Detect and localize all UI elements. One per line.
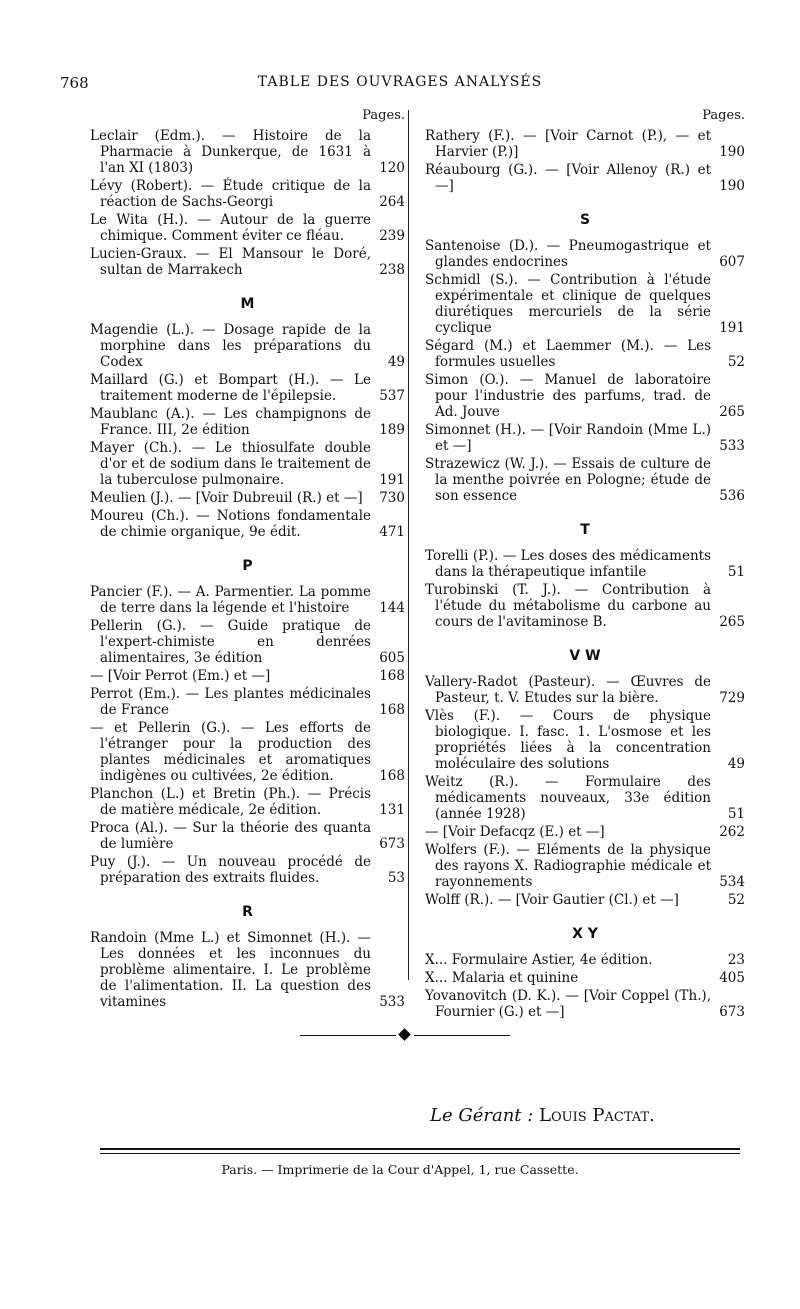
entry-page-number: 168 (379, 768, 405, 784)
entry-text: Santenoise (D.). — Pneumogastrique et glandes endocrines (425, 238, 711, 270)
index-entry (90, 246, 405, 278)
index-entry (90, 212, 405, 244)
entry-page-number: 533 (719, 438, 745, 454)
index-entry (90, 786, 405, 818)
index-entry (425, 272, 745, 336)
index-entry (90, 372, 405, 404)
index-column-left (90, 108, 405, 1012)
printer-imprint: Paris. — Imprimerie de la Cour d'Appel, 1, rue Cassette. (221, 1162, 579, 1177)
gerant-name: Louis Pactat. (539, 1105, 655, 1126)
entry-page-number: 605 (379, 650, 405, 666)
section-letter-heading: S (579, 212, 591, 228)
entry-page-number: 730 (379, 490, 405, 506)
entry-page-number: 191 (379, 472, 405, 488)
index-entry (425, 238, 745, 270)
entry-page-number: 51 (727, 806, 745, 822)
entry-text: Pellerin (G.). — Guide pratique de l'expert-chimiste en denrées alimentaires, 3e édition (90, 618, 371, 666)
index-entry (90, 508, 405, 540)
entry-text: Planchon (L.) et Bretin (Ph.). — Précis de matière médicale, 2e édition. (90, 786, 371, 818)
section-letter-heading: V W (569, 648, 601, 664)
ornamental-rule (300, 1030, 510, 1042)
running-title: TABLE DES OUVRAGES ANALYSÉS (257, 74, 543, 90)
entry-text: Meulien (J.). — [Voir Dubreuil (R.) et —] (90, 490, 363, 506)
entry-text: Randoin (Mme L.) et Simonnet (H.). — Les données et les inconnues du problème alimentaire. I. Le problème de l'alimentation. II. La question des vitamines (90, 930, 371, 1010)
entry-text: Simon (O.). — Manuel de laboratoire pour l'industrie des parfums, trad. de Ad. Jouve (425, 372, 711, 420)
entry-text: Magendie (L.). — Dosage rapide de la morphine dans les préparations du Codex (90, 322, 371, 370)
index-entry (90, 686, 405, 718)
entry-page-number: 189 (379, 422, 405, 438)
entry-text: Maillard (G.) et Bompart (H.). — Le traitement moderne de l'épilepsie. (90, 372, 371, 404)
index-entry (425, 128, 745, 160)
column-divider (408, 110, 409, 980)
entry-text: X... Formulaire Astier, 4e édition. (425, 952, 653, 968)
gerant-signature (430, 1105, 655, 1126)
entry-page-number: 191 (719, 320, 745, 336)
entry-text: — [Voir Defacqz (E.) et —] (425, 824, 605, 840)
index-entry (90, 820, 405, 852)
entry-text: Weitz (R.). — Formulaire des médicaments nouveaux, 33e édition (année 1928) (425, 774, 711, 822)
index-entry (90, 490, 405, 506)
entry-text: Schmidl (S.). — Contribution à l'étude expérimentale et clinique de quelques diurétiques mercuriels de la série cyclique (425, 272, 711, 336)
index-column-right (425, 108, 745, 1022)
index-entry (90, 322, 405, 370)
entry-page-number: 23 (727, 952, 745, 968)
entry-text: Lucien-Graux. — El Mansour le Doré, sultan de Marrakech (90, 246, 371, 278)
entry-page-number: 239 (379, 228, 405, 244)
entry-text: Yovanovitch (D. K.). — [Voir Coppel (Th.), Fournier (G.) et —] (425, 988, 711, 1020)
index-entry (425, 842, 745, 890)
entry-text: Pancier (F.). — A. Parmentier. La pomme de terre dans la légende et l'histoire (90, 584, 371, 616)
index-entry (90, 720, 405, 784)
section-letter-heading: M (240, 296, 255, 312)
entry-page-number: 52 (727, 892, 745, 908)
entry-page-number: 131 (379, 802, 405, 818)
index-entry (90, 584, 405, 616)
entry-page-number: 53 (387, 870, 405, 886)
index-entry (425, 338, 745, 370)
entry-text: Lévy (Robert). — Étude critique de la réaction de Sachs-Georgi (90, 178, 371, 210)
entry-page-number: 471 (379, 524, 405, 540)
entry-page-number: 405 (719, 970, 745, 986)
entry-page-number: 51 (727, 564, 745, 580)
entry-text: Maublanc (A.). — Les champignons de France. III, 2e édition (90, 406, 371, 438)
entry-page-number: 190 (719, 178, 745, 194)
index-entry (425, 456, 745, 504)
index-entry (425, 774, 745, 822)
index-entry (425, 372, 745, 420)
entry-page-number: 144 (379, 600, 405, 616)
index-entry (425, 988, 745, 1020)
footer-rule-thick (100, 1148, 740, 1150)
section-letter-heading: P (242, 558, 253, 574)
entry-page-number: 265 (719, 614, 745, 630)
entry-text: Perrot (Em.). — Les plantes médicinales de France (90, 686, 371, 718)
index-entry (425, 162, 745, 194)
entry-text: Strazewicz (W. J.). — Essais de culture de la menthe poivrée en Pologne; étude de son essence (425, 456, 711, 504)
index-entry (90, 128, 405, 176)
entry-text: Wolff (R.). — [Voir Gautier (Cl.) et —] (425, 892, 679, 908)
entry-page-number: 52 (727, 354, 745, 370)
index-entry (90, 406, 405, 438)
entry-page-number: 673 (719, 1004, 745, 1020)
gerant-label: Le Gérant : (430, 1105, 534, 1126)
entry-page-number: 265 (719, 404, 745, 420)
index-entry (425, 674, 745, 706)
index-entry (425, 892, 745, 908)
entry-text: Vlès (F.). — Cours de physique biologique. I. fasc. 1. L'osmose et les propriétés liées à la concentration moléculaire des solutions (425, 708, 711, 772)
entry-text: Leclair (Edm.). — Histoire de la Pharmacie à Dunkerque, de 1631 à l'an XI (1803) (90, 128, 371, 176)
entry-page-number: 536 (719, 488, 745, 504)
entry-text: Puy (J.). — Un nouveau procédé de préparation des extraits fluides. (90, 854, 371, 886)
index-entry (90, 440, 405, 488)
entry-text: Simonnet (H.). — [Voir Randoin (Mme L.) et —] (425, 422, 711, 454)
index-entry (90, 178, 405, 210)
entry-page-number: 120 (379, 160, 405, 176)
entry-page-number: 49 (727, 756, 745, 772)
entry-text: Proca (Al.). — Sur la théorie des quanta de lumière (90, 820, 371, 852)
entry-text: Vallery-Radot (Pasteur). — Œuvres de Pasteur, t. V. Etudes sur la bière. (425, 674, 711, 706)
index-entry (425, 582, 745, 630)
entry-text: Réaubourg (G.). — [Voir Allenoy (R.) et —] (425, 162, 711, 194)
entry-page-number: 168 (379, 668, 405, 684)
entry-page-number: 607 (719, 254, 745, 270)
section-letter-heading: T (580, 522, 590, 538)
pages-column-label: Pages. (702, 108, 745, 123)
entry-page-number: 49 (387, 354, 405, 370)
index-entry (90, 618, 405, 666)
entry-text: Mayer (Ch.). — Le thiosulfate double d'or et de sodium dans le traitement de la tuberculose pulmonaire. (90, 440, 371, 488)
index-entry (425, 708, 745, 772)
entry-text: Rathery (F.). — [Voir Carnot (P.), — et Harvier (P.)] (425, 128, 711, 160)
entry-text: Wolfers (F.). — Eléments de la physique des rayons X. Radiographie médicale et rayonnements (425, 842, 711, 890)
entry-text: Ségard (M.) et Laemmer (M.). — Les formules usuelles (425, 338, 711, 370)
entry-text: — [Voir Perrot (Em.) et —] (90, 668, 271, 684)
entry-text: — et Pellerin (G.). — Les efforts de l'étranger pour la production des plantes médicinales et aromatiques indigènes ou cultivées, 2e édition. (90, 720, 371, 784)
pages-column-label: Pages. (362, 108, 405, 123)
index-entry (90, 930, 405, 1010)
index-entry (425, 422, 745, 454)
entry-page-number: 262 (719, 824, 745, 840)
index-entry (90, 668, 405, 684)
page-number: 768 (60, 74, 89, 92)
page-header (60, 74, 740, 98)
diamond-ornament-icon (398, 1028, 411, 1041)
entry-page-number: 537 (379, 388, 405, 404)
entry-text: Moureu (Ch.). — Notions fondamentale de chimie organique, 9e édit. (90, 508, 371, 540)
entry-page-number: 190 (719, 144, 745, 160)
entry-page-number: 264 (379, 194, 405, 210)
index-entry (425, 970, 745, 986)
entry-page-number: 534 (719, 874, 745, 890)
footer-rule-thin (100, 1153, 740, 1154)
entry-page-number: 729 (719, 690, 745, 706)
index-entry (425, 548, 745, 580)
entry-page-number: 673 (379, 836, 405, 852)
entry-page-number: 238 (379, 262, 405, 278)
index-entry (425, 824, 745, 840)
entry-text: Torelli (P.). — Les doses des médicaments dans la thérapeutique infantile (425, 548, 711, 580)
entry-page-number: 533 (379, 994, 405, 1010)
section-letter-heading: R (242, 904, 253, 920)
section-letter-heading: X Y (572, 926, 598, 942)
index-entry (425, 952, 745, 968)
entry-text: Turobinski (T. J.). — Contribution à l'étude du métabolisme du carbone au cours de l'avitaminose B. (425, 582, 711, 630)
entry-page-number: 168 (379, 702, 405, 718)
entry-text: Le Wita (H.). — Autour de la guerre chimique. Comment éviter ce fléau. (90, 212, 371, 244)
entry-text: X... Malaria et quinine (425, 970, 579, 986)
index-entry (90, 854, 405, 886)
